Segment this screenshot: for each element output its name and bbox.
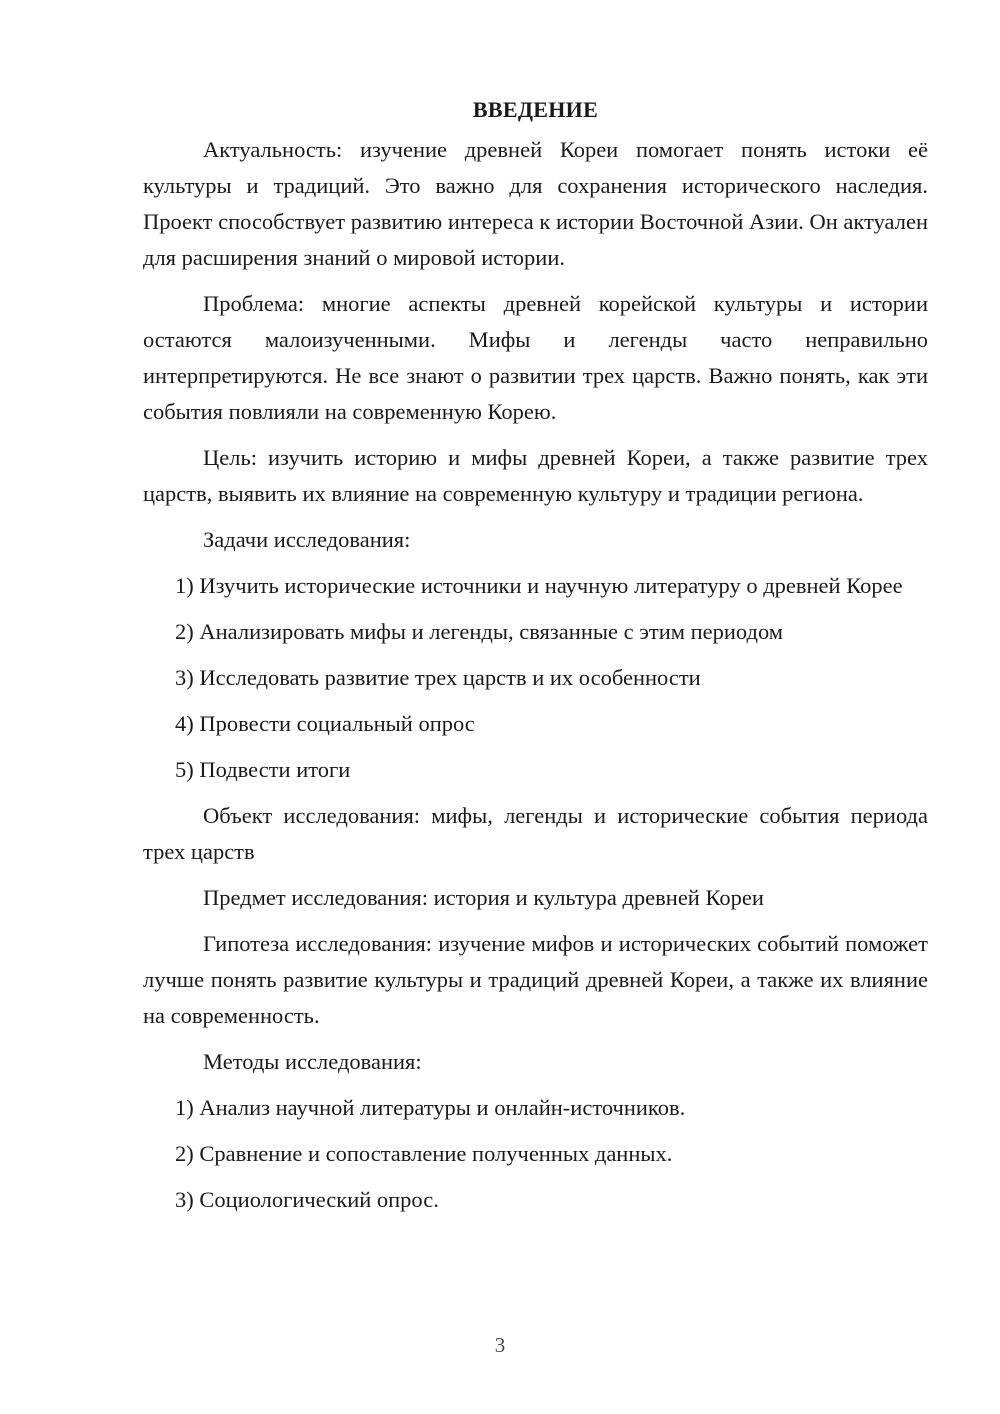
- goal-paragraph: Цель: изучить историю и мифы древней Кореи, а также развитие трех царств, выявить их влияние на современную культуру и традиции региона.: [143, 445, 928, 506]
- relevance-paragraph: Актуальность: изучение древней Кореи помогает понять истоки её культуры и традиций. Это важно для сохранения исторического наследия. Проект способствует развитию интереса к истории Восточной Азии. Он актуален для расширения знаний о мировой истории.: [143, 137, 928, 270]
- document-page: [143, 92, 928, 1228]
- object-paragraph: Объект исследования: мифы, легенды и исторические события периода трех царств: [143, 803, 928, 864]
- task-item: 5) Подвести итоги: [175, 757, 351, 782]
- method-item: 2) Сравнение и сопоставление полученных данных.: [175, 1141, 673, 1166]
- tasks-label: Задачи исследования:: [203, 527, 411, 552]
- problem-paragraph: Проблема: многие аспекты древней корейской культуры и истории остаются малоизученными. Мифы и легенды часто неправильно интерпретируются. Не все знают о развитии трех царств. Важно понять, как эти события повлияли на современную Корею.: [143, 291, 928, 424]
- subject-paragraph: Предмет исследования: история и культура древней Кореи: [203, 885, 764, 910]
- page-number: 3: [494, 1333, 506, 1357]
- method-item: 3) Социологический опрос.: [175, 1187, 439, 1212]
- task-item: 3) Исследовать развитие трех царств и их особенности: [175, 665, 701, 690]
- method-item: 1) Анализ научной литературы и онлайн-источников.: [175, 1095, 686, 1120]
- task-item: 4) Провести социальный опрос: [175, 711, 475, 736]
- hypothesis-paragraph: Гипотеза исследования: изучение мифов и исторических событий поможет лучше понять развитие культуры и традиций древней Кореи, а также их влияние на современность.: [143, 931, 928, 1028]
- task-item: 2) Анализировать мифы и легенды, связанные с этим периодом: [175, 619, 784, 644]
- methods-label: Методы исследования:: [203, 1049, 422, 1074]
- task-item: 1) Изучить исторические источники и научную литературу о древней Корее: [175, 573, 903, 598]
- section-title: ВВЕДЕНИЕ: [472, 97, 599, 122]
